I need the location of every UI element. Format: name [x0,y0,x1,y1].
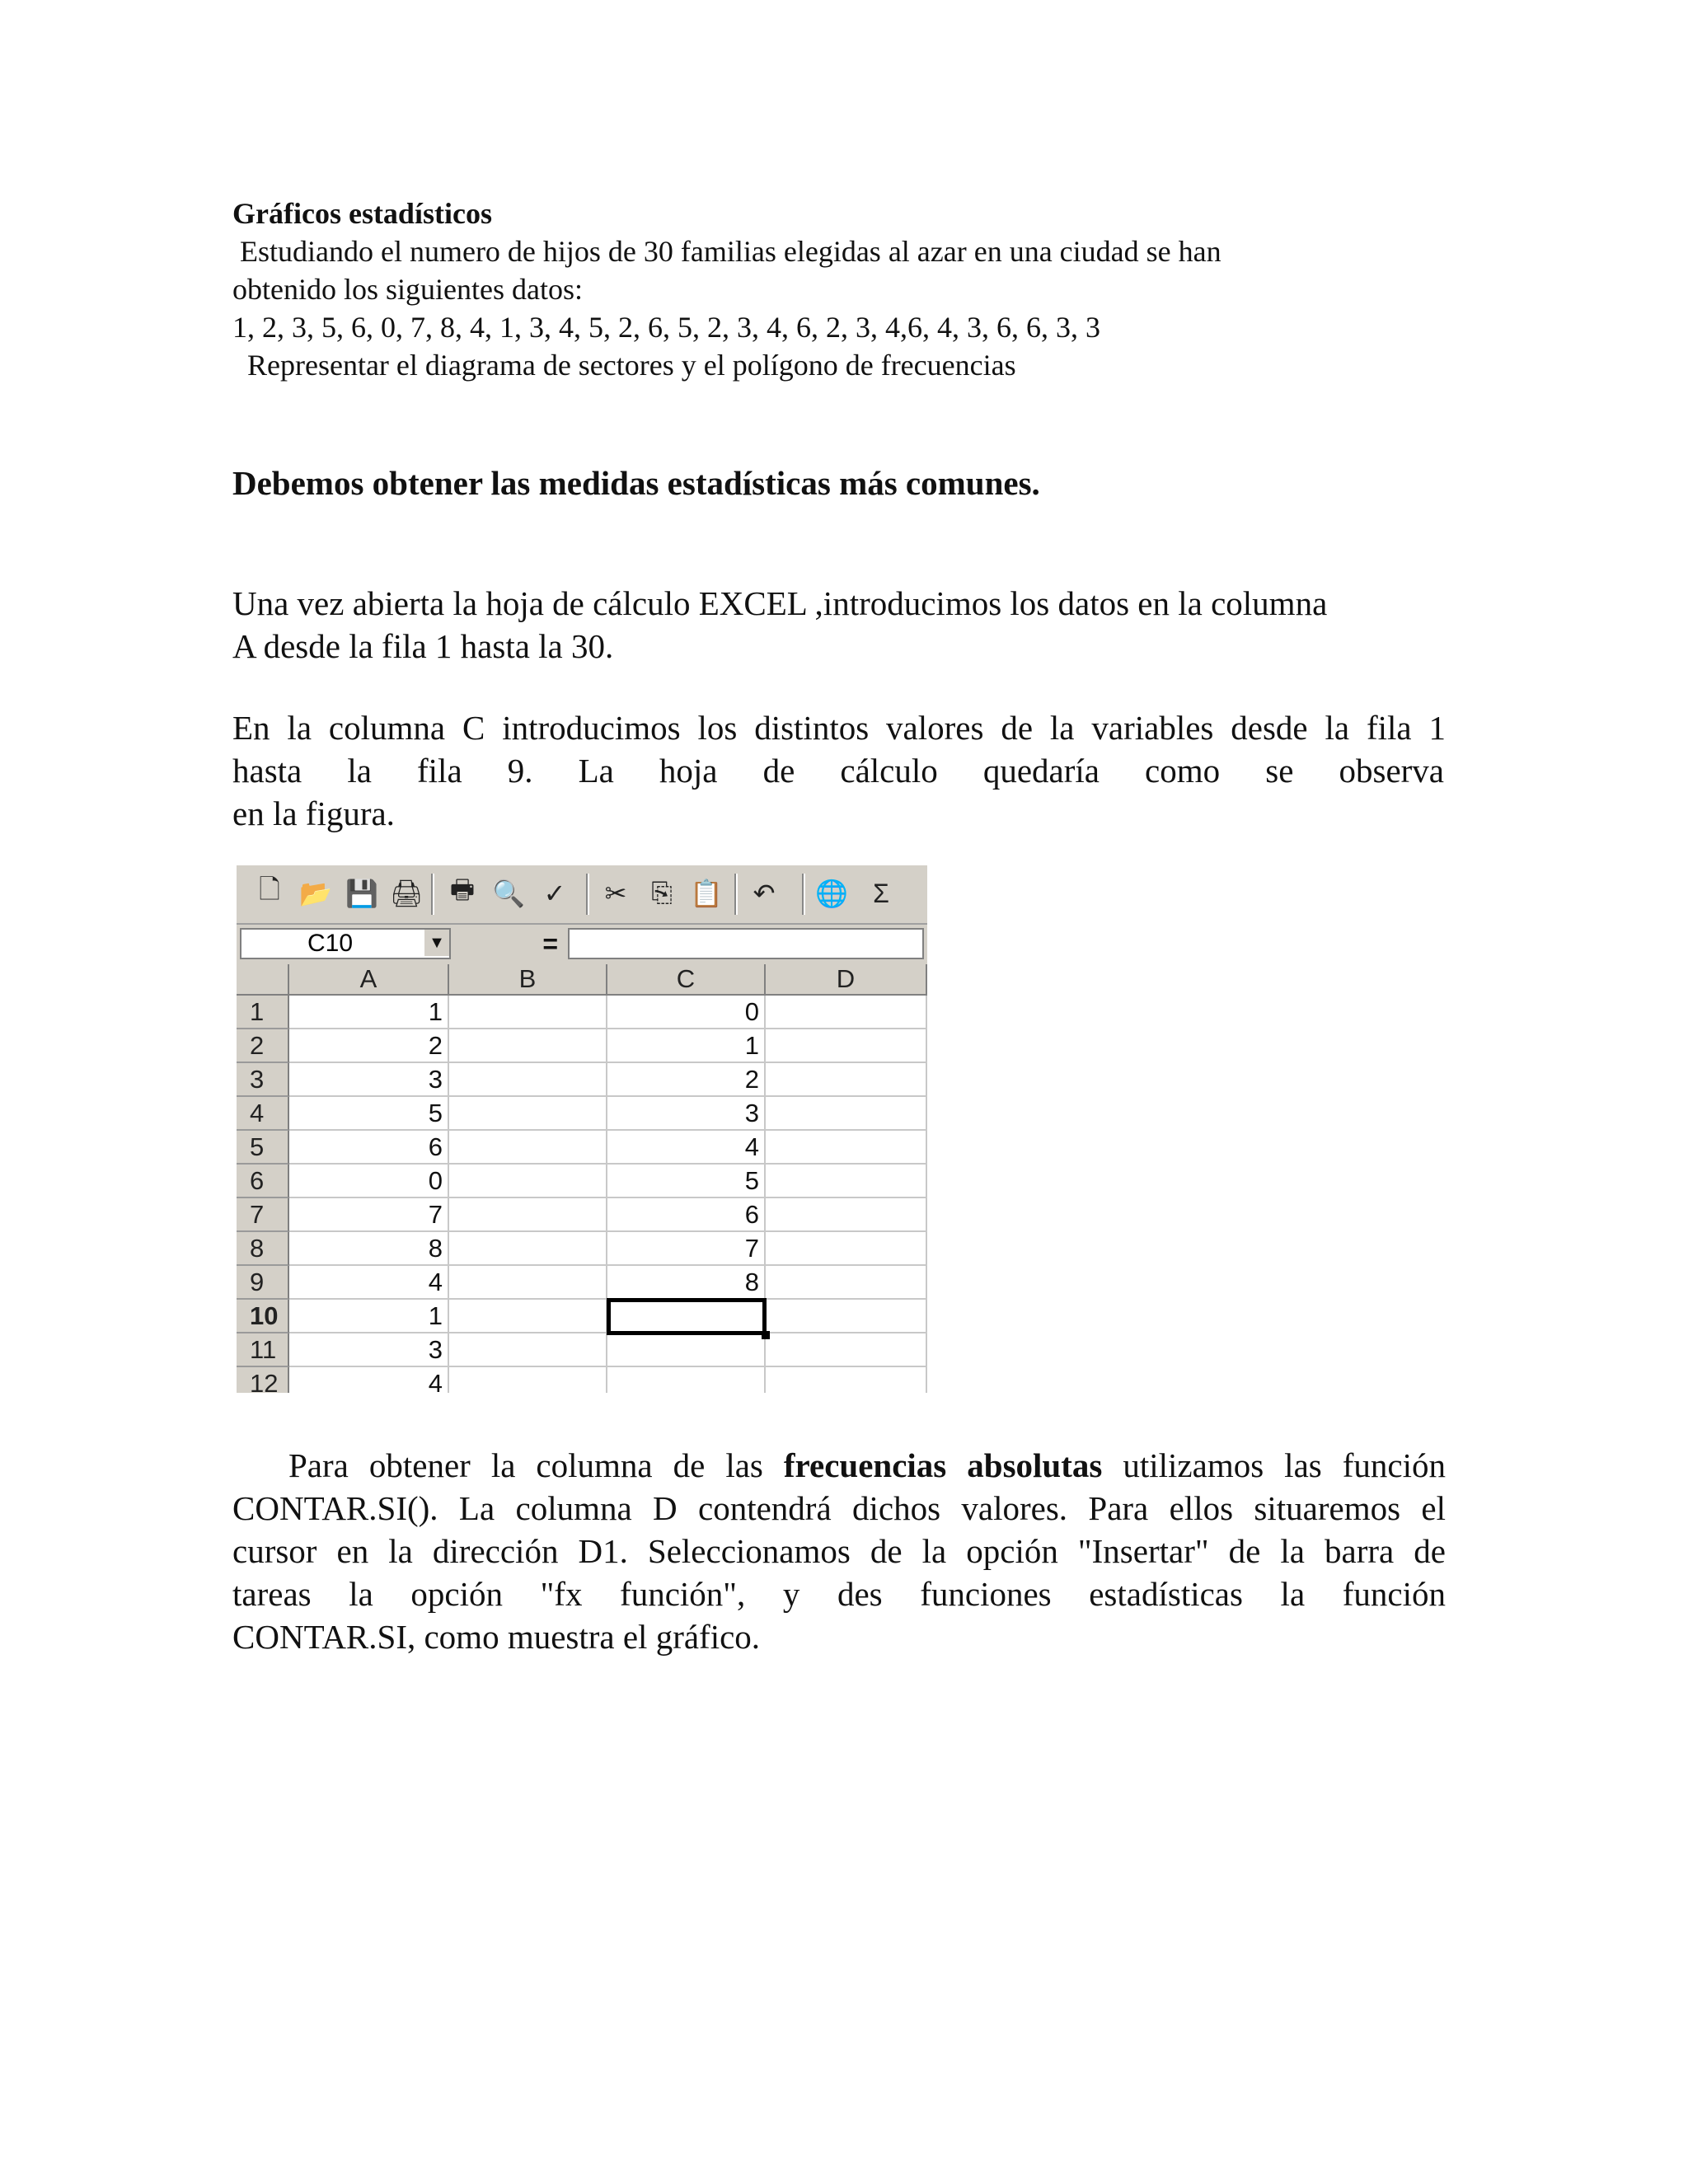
cell-c11[interactable] [607,1333,766,1367]
cell-a5[interactable]: 6 [289,1131,449,1165]
cell-a1[interactable]: 1 [289,996,449,1029]
cell-b1[interactable] [449,996,607,1029]
toolbar-separator [586,874,589,915]
data-values-line: 1, 2, 3, 5, 6, 0, 7, 8, 4, 1, 3, 4, 5, 2, 6, 5, 2, 3, 4, 6, 2, 3, 4,6, 4, 3, 6, 6, 3, 3 [232,311,1100,344]
paragraph-3-line-1: Para obtener la columna de las frecuencias absolutas utilizamos las función [288,1446,1446,1484]
column-header-b[interactable]: B [449,964,607,996]
autosum-icon[interactable]: Σ [873,878,889,908]
active-cell-border [607,1298,767,1335]
cell-d4[interactable] [766,1097,927,1131]
paragraph-3-line-5: CONTAR.SI, como muestra el gráfico. [232,1618,761,1656]
paragraph-2-line-3: en la figura. [232,794,395,832]
new-icon[interactable]: 🗋 [259,874,280,904]
cell-d3[interactable] [766,1063,927,1097]
column-header-c[interactable]: C [607,964,766,996]
cell-c2[interactable]: 1 [607,1029,766,1063]
column-header-a[interactable]: A [289,964,449,996]
document-heading: Gráficos estadísticos [232,197,492,230]
row-header[interactable]: 11 [237,1333,289,1367]
cell-b8[interactable] [449,1232,607,1266]
cell-b6[interactable] [449,1165,607,1198]
row-header[interactable]: 10 [237,1300,289,1333]
save-icon[interactable]: 💾 [345,879,378,908]
chevron-down-icon[interactable]: ▼ [423,930,449,956]
cell-a12[interactable]: 4 [289,1367,449,1393]
cell-c5[interactable]: 4 [607,1131,766,1165]
undo-icon[interactable]: ↶ [753,879,776,908]
cut-icon[interactable]: ✂ [604,879,627,908]
open-icon[interactable]: 📂 [299,879,332,908]
cell-b4[interactable] [449,1097,607,1131]
cell-d1[interactable] [766,996,927,1029]
row-header[interactable]: 3 [237,1063,289,1097]
intro-line-1: Estudiando el numero de hijos de 30 familias elegidas al azar en una ciudad se han [232,235,1221,268]
cell-d6[interactable] [766,1165,927,1198]
preview-icon[interactable]: 🔍 [492,879,525,908]
cell-a7[interactable]: 7 [289,1198,449,1232]
select-all-corner[interactable] [237,964,289,996]
cell-c9[interactable]: 8 [607,1266,766,1300]
cell-b11[interactable] [449,1333,607,1367]
cell-c6[interactable]: 5 [607,1165,766,1198]
cell-d5[interactable] [766,1131,927,1165]
print-icon[interactable]: 🖶 [449,874,476,904]
cell-b3[interactable] [449,1063,607,1097]
cell-c7[interactable]: 6 [607,1198,766,1232]
paragraph-1-line-2: A desde la fila 1 hasta la 30. [232,627,614,665]
row-header[interactable]: 6 [237,1165,289,1198]
cell-d2[interactable] [766,1029,927,1063]
excel-screenshot [237,865,927,1393]
task-line: Representar el diagrama de sectores y el polígono de frecuencias [232,349,1016,382]
row-header[interactable]: 12 [237,1367,289,1393]
row-header[interactable]: 9 [237,1266,289,1300]
cell-a9[interactable]: 4 [289,1266,449,1300]
cell-a11[interactable]: 3 [289,1333,449,1367]
toolbar-separator [734,874,738,915]
paragraph-1-line-1: Una vez abierta la hoja de cálculo EXCEL ,introducimos los datos en la columna [232,584,1328,622]
cell-d8[interactable] [766,1232,927,1266]
cell-a2[interactable]: 2 [289,1029,449,1063]
paragraph-2-line-1: En la columna C introducimos los distintos valores de la variables desde la fila 1 [232,709,1446,747]
excel-toolbar [237,865,927,925]
paragraph-3-line-2: CONTAR.SI(). La columna D contendrá dichos valores. Para ellos situaremos el [232,1489,1446,1527]
row-header[interactable]: 1 [237,996,289,1029]
cell-d12[interactable] [766,1367,927,1393]
row-header[interactable]: 8 [237,1232,289,1266]
spreadsheet-grid [237,964,927,1393]
cell-b10[interactable] [449,1300,607,1333]
cell-a8[interactable]: 8 [289,1232,449,1266]
spelling-icon[interactable]: ✓ [543,879,566,908]
cell-b9[interactable] [449,1266,607,1300]
cell-b2[interactable] [449,1029,607,1063]
row-header[interactable]: 7 [237,1198,289,1232]
cell-a3[interactable]: 3 [289,1063,449,1097]
toolbar-separator [431,874,434,915]
cell-c1[interactable]: 0 [607,996,766,1029]
cell-b7[interactable] [449,1198,607,1232]
paragraph-3-line-4: tareas la opción "fx función", y des funciones estadísticas la función [232,1575,1446,1613]
row-header[interactable]: 2 [237,1029,289,1063]
formula-input[interactable] [568,928,924,959]
column-header-d[interactable]: D [766,964,927,996]
cell-c8[interactable]: 7 [607,1232,766,1266]
cell-c3[interactable]: 2 [607,1063,766,1097]
cell-a6[interactable]: 0 [289,1165,449,1198]
bold-term: frecuencias absolutas [783,1446,1103,1484]
cell-a4[interactable]: 5 [289,1097,449,1131]
cell-d9[interactable] [766,1266,927,1300]
cell-b12[interactable] [449,1367,607,1393]
copy-icon[interactable]: ⎘ [651,878,673,907]
paragraph-3-line-3: cursor en la dirección D1. Seleccionamos de la opción "Insertar" de la barra de [232,1532,1446,1570]
cell-b5[interactable] [449,1131,607,1165]
paragraph-2-line-2: hasta la fila 9. La hoja de cálculo quedaría como se observa [232,752,1444,790]
cell-d11[interactable] [766,1333,927,1367]
fill-handle[interactable] [762,1331,770,1339]
name-box[interactable]: C10 [240,928,451,959]
web-icon[interactable]: 🌐 [815,879,848,908]
cell-c12[interactable] [607,1367,766,1393]
equals-button[interactable]: = [542,929,558,958]
row-header[interactable]: 5 [237,1131,289,1165]
cell-d10[interactable] [766,1300,927,1333]
row-header[interactable]: 4 [237,1097,289,1131]
print-setup-icon[interactable]: 🖨 [389,879,424,908]
toolbar-separator [802,874,805,915]
formula-bar [237,925,927,963]
subheading: Debemos obtener las medidas estadísticas más comunes. [232,464,1040,502]
cell-a10[interactable]: 1 [289,1300,449,1333]
paste-icon[interactable]: 📋 [690,879,723,908]
intro-line-2: obtenido los siguientes datos: [232,273,583,306]
cell-d7[interactable] [766,1198,927,1232]
cell-c4[interactable]: 3 [607,1097,766,1131]
